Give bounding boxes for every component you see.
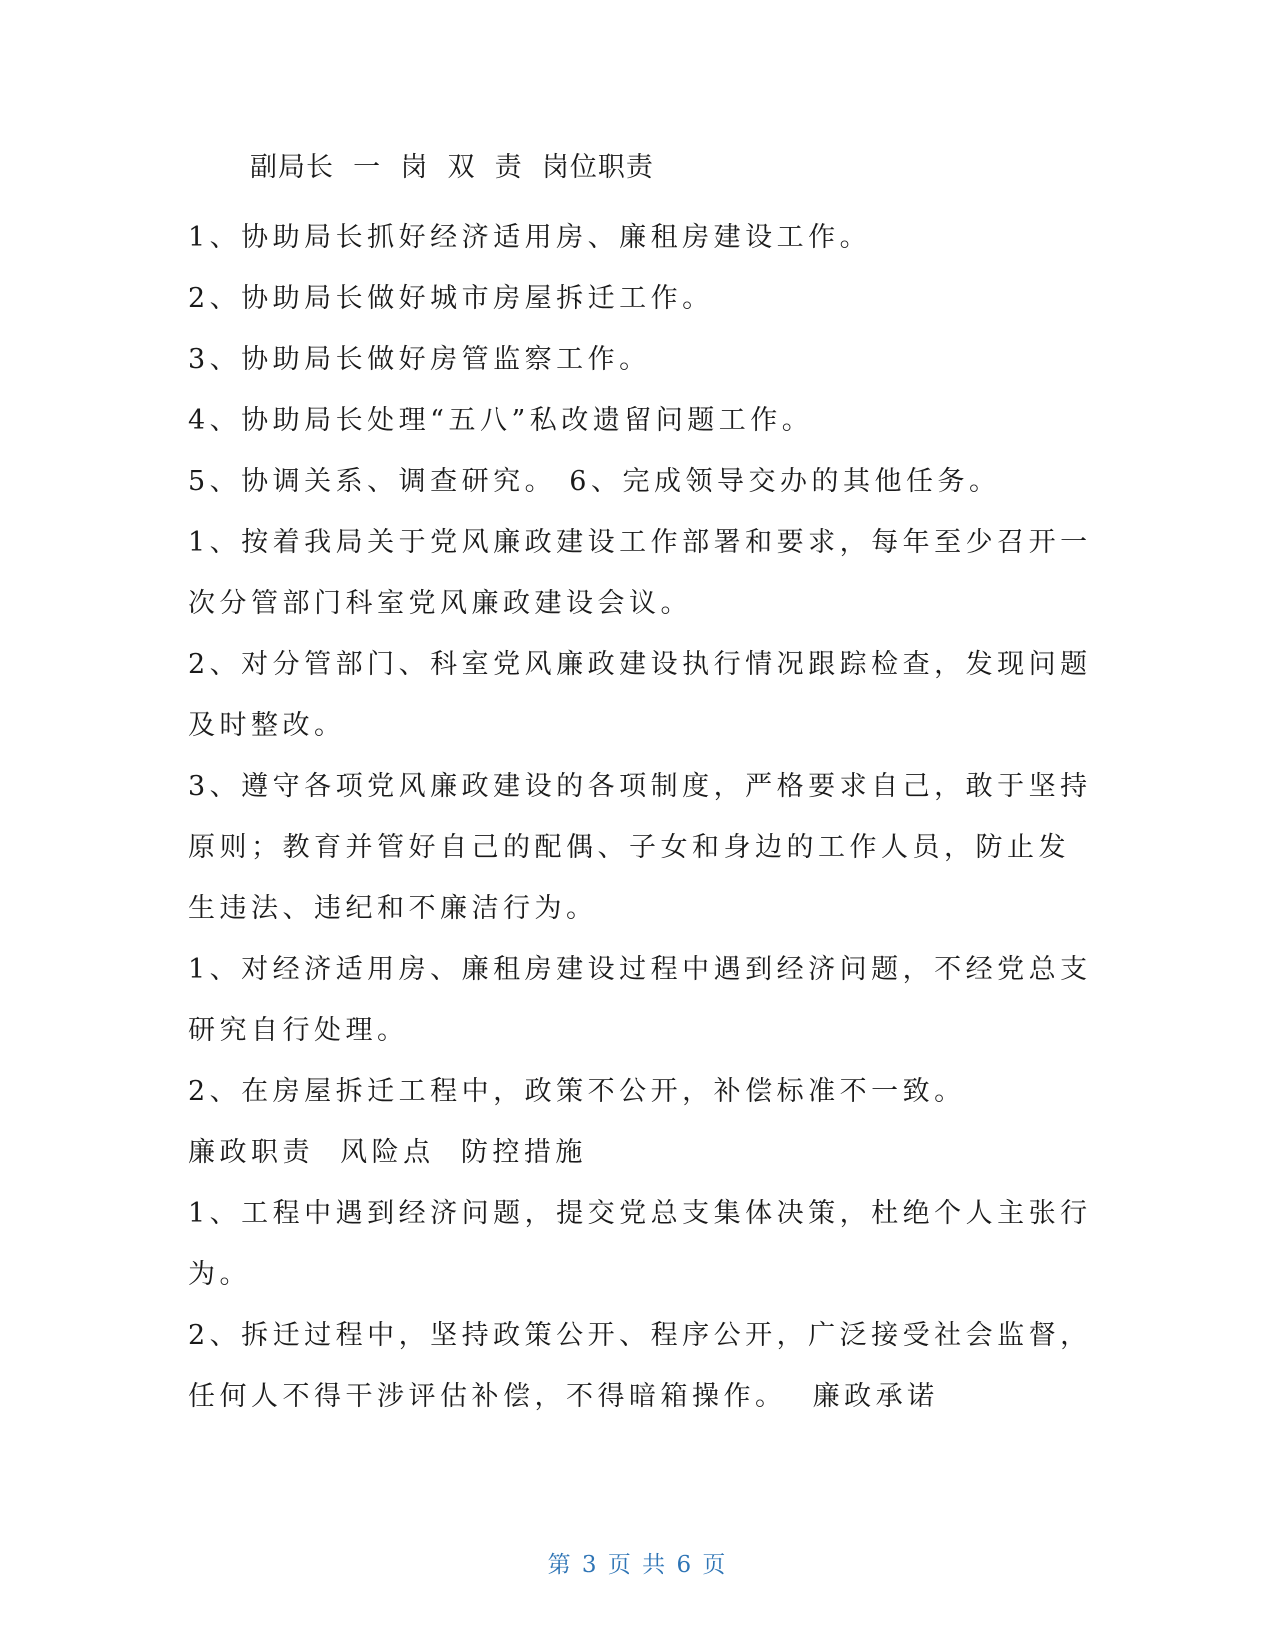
text-line: 3、协助局长做好房管监察工作。	[188, 344, 651, 375]
text-line: 1、按着我局关于党风廉政建设工作部署和要求，每年至少召开一	[188, 527, 1092, 558]
text-line: 3、遵守各项党风廉政建设的各项制度，严格要求自己，敢于坚持	[188, 771, 1092, 802]
document-title: 副局长 一 岗 双 责 岗位职责	[250, 152, 654, 183]
text-line: 1、对经济适用房、廉租房建设过程中遇到经济问题，不经党总支	[188, 954, 1092, 985]
text-line: 原则；教育并管好自己的配偶、子女和身边的工作人员，防止发	[188, 832, 1070, 863]
text-line: 任何人不得干涉评估补偿，不得暗箱操作。 廉政承诺	[188, 1381, 939, 1412]
text-line: 为。	[188, 1259, 251, 1290]
text-line: 1、工程中遇到经济问题，提交党总支集体决策，杜绝个人主张行	[188, 1198, 1092, 1229]
text-line: 2、对分管部门、科室党风廉政建设执行情况跟踪检查，发现问题	[188, 649, 1092, 680]
page-number-footer: 第 3 页 共 6 页	[547, 1552, 728, 1578]
text-line: 4、协助局长处理“五八”私改遗留问题工作。	[188, 405, 814, 436]
text-line: 及时整改。	[188, 710, 346, 741]
text-line: 5、协调关系、调查研究。 6、完成领导交办的其他任务。	[188, 466, 1001, 497]
text-line: 2、拆迁过程中，坚持政策公开、程序公开，广泛接受社会监督，	[188, 1320, 1092, 1351]
section-heading: 廉政职责 风险点 防控措施	[188, 1137, 587, 1168]
text-line: 研究自行处理。	[188, 1015, 409, 1046]
text-line: 2、在房屋拆迁工程中，政策不公开，补偿标准不一致。	[188, 1076, 966, 1107]
text-line: 2、协助局长做好城市房屋拆迁工作。	[188, 283, 714, 314]
text-line: 生违法、违纪和不廉洁行为。	[188, 893, 598, 924]
text-line: 次分管部门科室党风廉政建设会议。	[188, 588, 692, 619]
document-body	[188, 207, 1092, 1427]
text-line: 1、协助局长抓好经济适用房、廉租房建设工作。	[188, 222, 872, 253]
